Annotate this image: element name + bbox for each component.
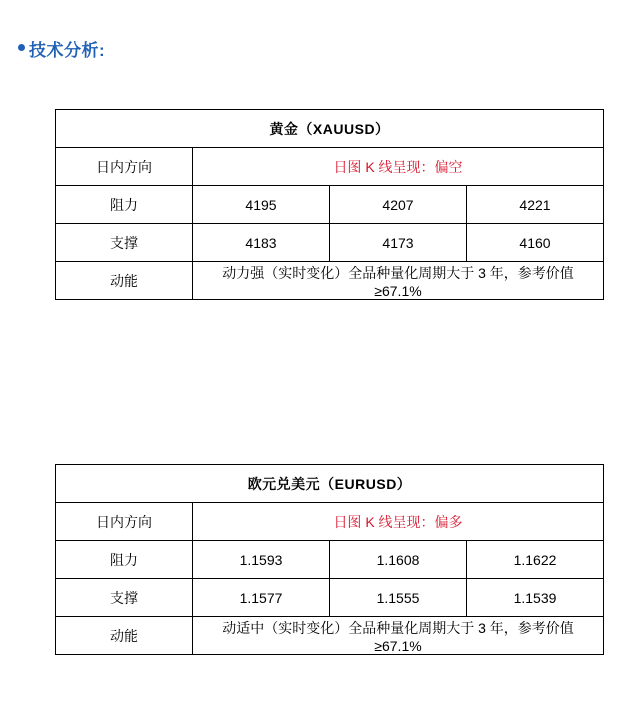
- table-row: [56, 503, 604, 541]
- table-row: [56, 465, 604, 503]
- euro-direction-value: 日图 K 线呈现：偏多: [193, 503, 604, 541]
- euro-support-label: 支撑: [56, 579, 193, 617]
- table-row: [56, 186, 604, 224]
- gold-table: [55, 109, 604, 300]
- euro-table-title: 欧元兑美元（EURUSD）: [56, 465, 604, 503]
- gold-momentum-label: 动能: [56, 262, 193, 300]
- gold-resistance-1: 4195: [193, 186, 330, 224]
- gold-table-wrapper: [55, 109, 604, 300]
- table-row: [56, 110, 604, 148]
- gold-support-2: 4173: [330, 224, 467, 262]
- gold-support-3: 4160: [467, 224, 604, 262]
- gold-support-1: 4183: [193, 224, 330, 262]
- gold-resistance-2: 4207: [330, 186, 467, 224]
- table-row: [56, 148, 604, 186]
- gold-direction-label: 日内方向: [56, 148, 193, 186]
- gold-resistance-3: 4221: [467, 186, 604, 224]
- euro-resistance-3: 1.1622: [467, 541, 604, 579]
- bullet-icon: [18, 44, 25, 51]
- euro-support-3: 1.1539: [467, 579, 604, 617]
- gold-direction-value: 日图 K 线呈现：偏空: [193, 148, 604, 186]
- euro-support-1: 1.1577: [193, 579, 330, 617]
- table-row: [56, 541, 604, 579]
- euro-table: [55, 464, 604, 655]
- euro-resistance-1: 1.1593: [193, 541, 330, 579]
- euro-table-wrapper: [55, 464, 604, 655]
- euro-resistance-2: 1.1608: [330, 541, 467, 579]
- euro-resistance-label: 阻力: [56, 541, 193, 579]
- table-row: [56, 262, 604, 300]
- section-heading: [18, 36, 105, 61]
- gold-momentum-value: 动力强（实时变化）全品种量化周期大于 3 年，参考价值≥67.1%: [193, 262, 604, 300]
- table-row: [56, 617, 604, 655]
- euro-momentum-value: 动适中（实时变化）全品种量化周期大于 3 年，参考价值≥67.1%: [193, 617, 604, 655]
- euro-momentum-label: 动能: [56, 617, 193, 655]
- euro-direction-label: 日内方向: [56, 503, 193, 541]
- section-heading-text: 技术分析:: [29, 41, 106, 60]
- euro-support-2: 1.1555: [330, 579, 467, 617]
- table-row: [56, 579, 604, 617]
- table-row: [56, 224, 604, 262]
- gold-support-label: 支撑: [56, 224, 193, 262]
- gold-table-title: 黄金（XAUUSD）: [56, 110, 604, 148]
- gold-resistance-label: 阻力: [56, 186, 193, 224]
